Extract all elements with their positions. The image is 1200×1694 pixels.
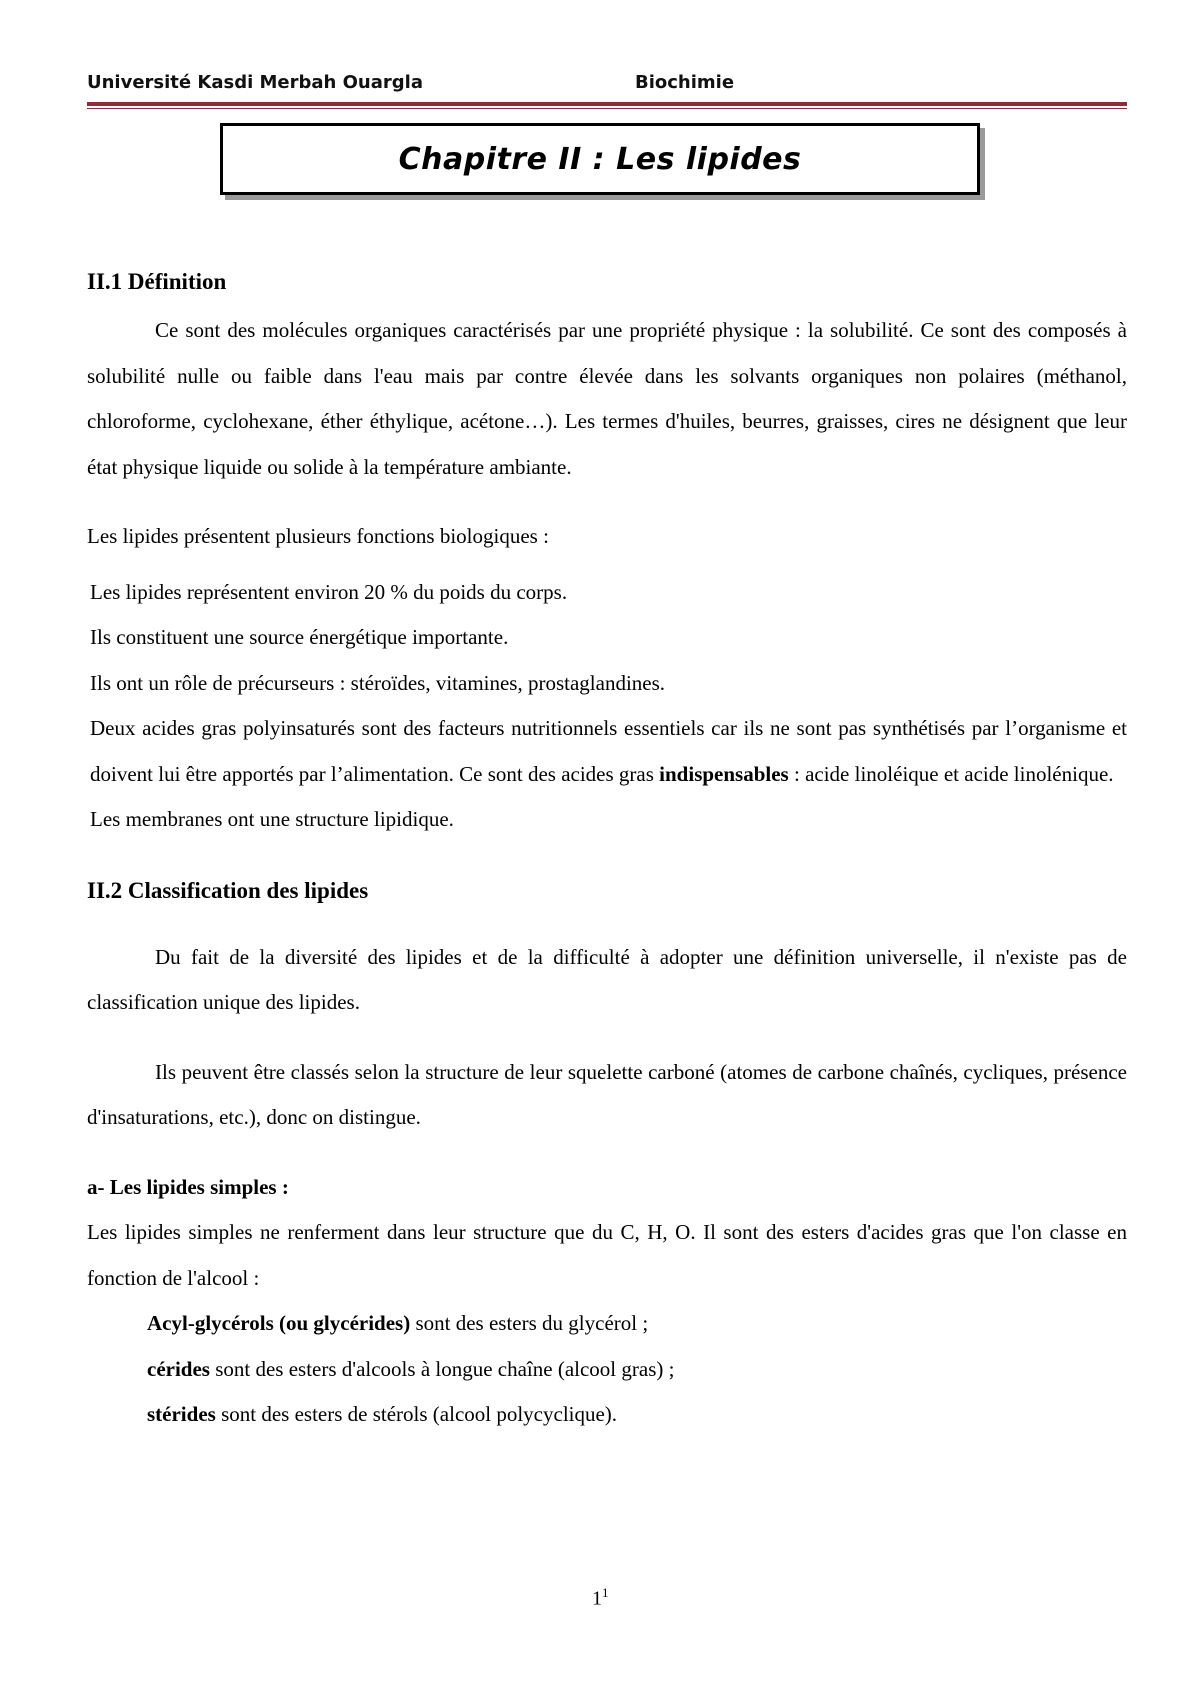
classification-paragraph-2: Ils peuvent être classés selon la structure de leur squelette carboné (atomes de carbone chaînés, cycliques, présence d'insaturations, etc.), donc on distingue. [87,1059,1127,1129]
definition-paragraph: Ce sont des molécules organiques caractérisés par une propriété physique : la solubilité. Ce sont des composés à solubilité nulle ou faible dans l'eau mais par contre élevée dans les solvants organiques non polaires (méthanol, chloroforme, cyclohexane, éther éthylique, acétone…). Les termes d'huiles, beurres, graisses, cires ne désignent que leur état physique liquide ou solide à la température ambiante. [87,318,1127,479]
page-number: $1^1$ [592,1585,609,1610]
simple-lipid-item: Acyl-glycérols (ou glycérides) sont des esters du glycérol ; [147,1311,649,1335]
chapter-title-box [220,123,980,195]
header-rule-thick [87,102,1127,106]
page-header [87,72,1127,98]
function-item-text: Deux acides gras polyinsaturés sont des facteurs nutritionnels essentiels car ils ne sont pas synthétisés par l’organisme et doivent lui être apportés par l’alimentation. Ce sont des acides gras [90,716,1127,786]
function-item [87,706,1127,797]
document-body [87,262,1127,1438]
header-university: Université Kasdi Merbah Ouargla [87,72,423,93]
chapter-title: Chapitre II : Les lipides [398,141,802,177]
simple-lipids-description: Les lipides simples ne renferment dans leur structure que du C, H, O. Il sont des esters d'acides gras que l'on classe en fonction de l'alcool : [87,1220,1127,1290]
header-rule-thin [87,108,1127,109]
indispensables-bold: indispensables [659,761,789,786]
simple-lipid-item: stérides sont des esters de stérols (alcool polycyclique). [147,1402,618,1426]
classification-paragraph-1: Du fait de la diversité des lipides et de la difficulté à adopter une définition universelle, il n'existe pas de classification unique des lipides. [87,944,1127,1014]
function-item: Les lipides représentent environ 20 % du poids du corps. [90,579,568,604]
function-item: Ils constituent une source énergétique importante. [90,625,509,649]
simple-lipids-heading: a- Les lipides simples : [87,1174,289,1199]
indispensables-rest: : acide linoléique et acide linolénique. [788,761,1114,786]
section-2-heading: II.2 Classification des lipides [87,877,369,903]
function-item: Les membranes ont une structure lipidique. [90,807,454,831]
simple-lipid-item: cérides sont des esters d'alcools à longue chaîne (alcool gras) ; [147,1356,675,1381]
function-item: Ils ont un rôle de précurseurs : stéroïdes, vitamines, prostaglandines. [90,670,666,695]
header-subject: Biochimie [635,72,735,93]
section-1-heading: II.1 Définition [87,269,227,294]
functions-intro: Les lipides présentent plusieurs fonctions biologiques : [87,524,549,548]
page-number-sup: 1 [602,1585,609,1600]
